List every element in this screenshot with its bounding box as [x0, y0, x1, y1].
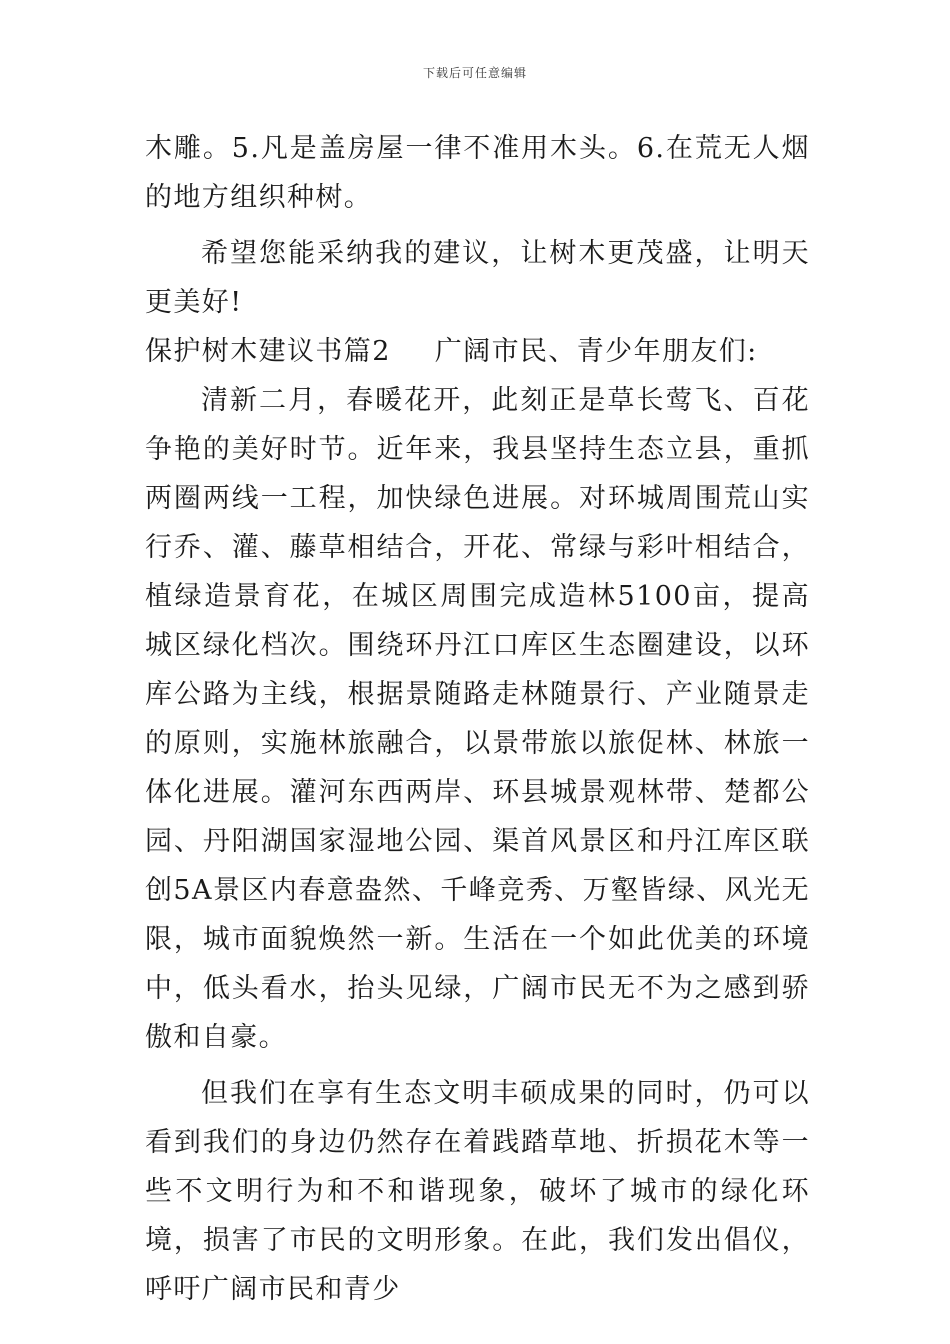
paragraph-call-to-action: 但我们在享有生态文明丰硕成果的同时，仍可以看到我们的身边仍然存在着践踏草地、折损花木等一些不文明行为和不和谐现象，破坏了城市的绿化环境，损害了市民的文明形象。在此，我们发出倡仪，呼吁广阔市民和青少: [145, 1078, 810, 1305]
paragraph-spring-greening: 清新二月，春暖花开，此刻正是草长莺飞、百花争艳的美好时节。近年来，我县坚持生态立县，重抓两圈两线一工程，加快绿色进展。对环城周围荒山实行乔、灌、藤草相结合，开花、常绿与彩叶相结合，植绿造景育花，在城区周围完成造林5100亩，提高城区绿化档次。围绕环丹江口库区生态圈建设，以环库公路为主线，根据景随路走林随景行、产业随景走的原则，实施林旅融合，以景带旅以旅促林、林旅一体化进展。灌河东西两岸、环县城景观林带、楚都公园、丹阳湖国家湿地公园、渠首风景区和丹江库区联创5A景区内春意盎然、千峰竞秀、万壑皆绿、风光无限，城市面貌焕然一新。生活在一个如此优美的环境中，低头看水，抬头见绿，广阔市民无不为之感到骄傲和自豪。: [145, 385, 810, 1053]
section-heading: [145, 327, 810, 376]
document-body: [145, 124, 810, 1314]
paragraph-closing-wish: 希望您能采纳我的建议，让树木更茂盛，让明天更美好!: [145, 238, 810, 318]
paragraph-continuation: 木雕。5.凡是盖房屋一律不准用木头。6.在荒无人烟的地方组织种树。: [145, 133, 810, 213]
section-title: 保护树木建议书篇2: [145, 336, 391, 367]
page-header: 下载后可任意编辑: [422, 66, 527, 80]
salutation: 广阔市民、青少年朋友们:: [434, 336, 758, 367]
